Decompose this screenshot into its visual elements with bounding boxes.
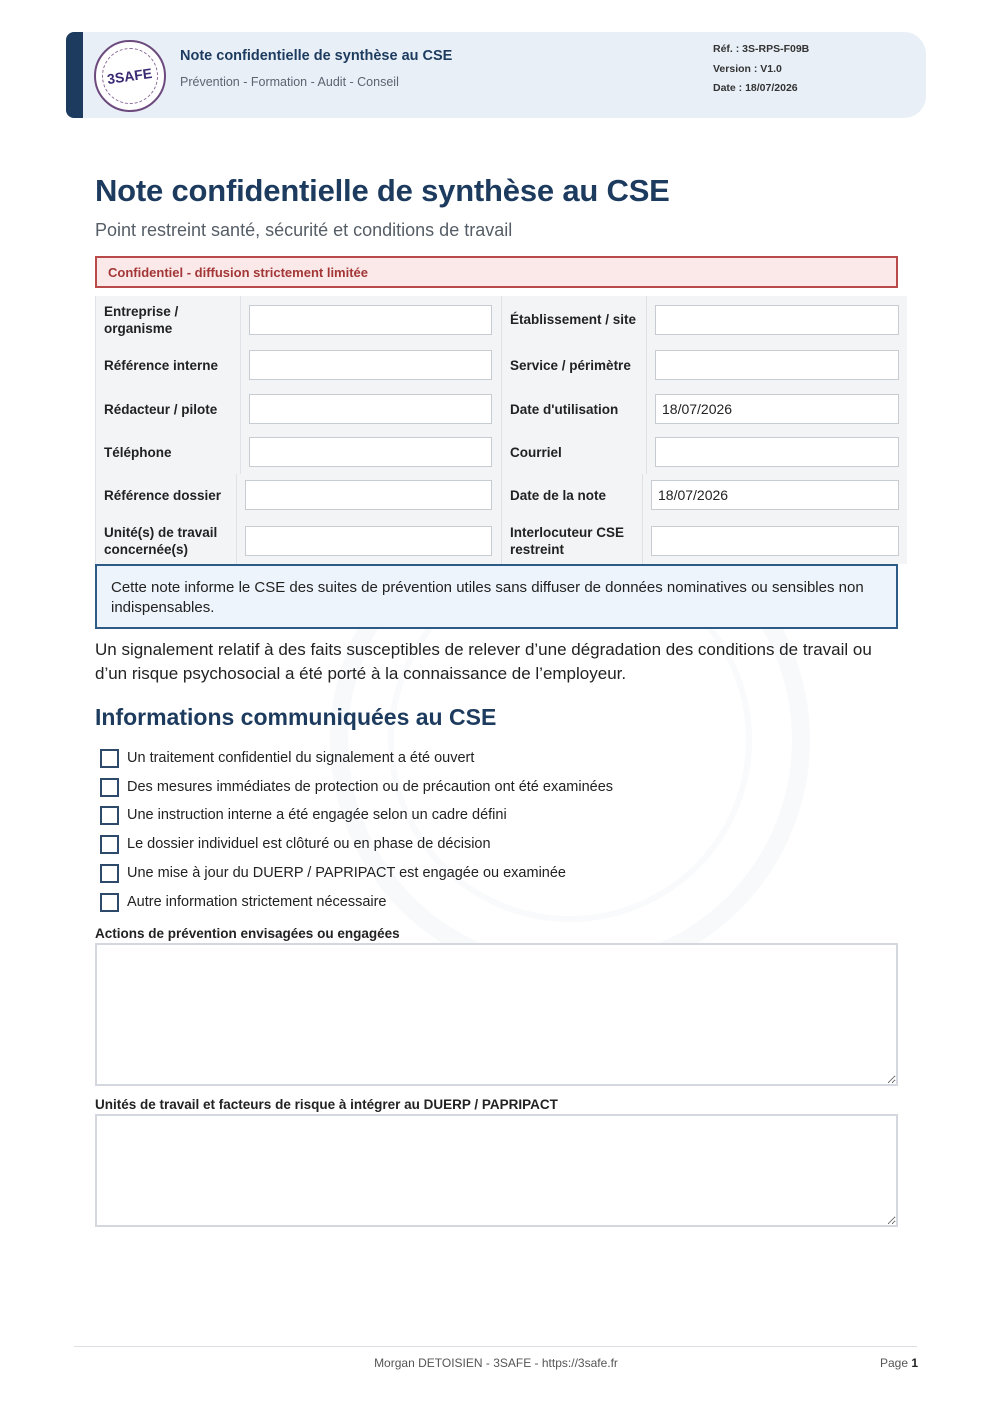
field-cell	[647, 387, 907, 431]
checkbox[interactable]	[100, 864, 119, 883]
header-title: Note confidentielle de synthèse au CSE	[180, 48, 453, 64]
service-scope-input[interactable]	[655, 350, 899, 380]
table-row	[95, 343, 907, 387]
field-cell	[237, 474, 501, 517]
work-units-input[interactable]	[245, 526, 492, 556]
checklist-label: Le dossier individuel est clôturé ou en phase de décision	[127, 836, 491, 852]
checklist-label: Une mise à jour du DUERP / PAPRIPACT est engagée ou examinée	[127, 865, 566, 881]
field-cell	[647, 431, 907, 474]
author-input[interactable]	[249, 394, 492, 424]
checklist-label: Un traitement confidentiel du signalement a été ouvert	[127, 750, 475, 766]
checkbox[interactable]	[100, 893, 119, 912]
checkbox[interactable]	[100, 749, 119, 768]
prevention-actions-textarea[interactable]	[95, 943, 898, 1086]
table-row	[95, 431, 907, 474]
field-label: Référence dossier	[95, 474, 237, 517]
table-row	[95, 387, 907, 431]
table-row	[95, 296, 907, 343]
field-label: Référence interne	[95, 343, 241, 387]
page-label: Page	[880, 1356, 909, 1370]
checklist-label: Une instruction interne a été engagée selon un cadre défini	[127, 807, 507, 823]
phone-input[interactable]	[249, 437, 492, 467]
internal-reference-input[interactable]	[249, 350, 492, 380]
field-label: Courriel	[501, 431, 647, 474]
field-cell	[643, 474, 907, 517]
site-input[interactable]	[655, 305, 899, 335]
company-input[interactable]	[249, 305, 492, 335]
field-label: Téléphone	[95, 431, 241, 474]
logo-ring	[102, 48, 158, 104]
field-label: Service / périmètre	[501, 343, 647, 387]
page-header	[66, 32, 926, 118]
field-label: Interlocuteur CSE restreint	[501, 517, 643, 564]
risk-factors-textarea[interactable]	[95, 1114, 898, 1227]
checklist-item[interactable]	[100, 891, 700, 913]
checklist-label: Des mesures immédiates de protection ou de précaution ont été examinées	[127, 779, 614, 795]
document-date: Date : 18/07/2026	[713, 82, 798, 94]
confidential-banner: Confidentiel - diffusion strictement limitée	[95, 256, 898, 288]
info-notice: Cette note informe le CSE des suites de prévention utiles sans diffuser de données nominatives ou sensibles non indispensables.	[95, 564, 898, 629]
risk-factors-label: Unités de travail et facteurs de risque à intégrer au DUERP / PAPRIPACT	[95, 1097, 558, 1112]
field-label: Unité(s) de travail concernée(s)	[95, 517, 237, 564]
field-label: Entreprise / organisme	[95, 296, 241, 343]
note-date-input[interactable]	[651, 480, 899, 510]
field-cell	[241, 431, 501, 474]
page-number: 1	[911, 1356, 919, 1370]
checklist-item[interactable]	[100, 804, 700, 826]
checklist-item[interactable]	[100, 776, 700, 798]
field-cell	[647, 343, 907, 387]
case-reference-input[interactable]	[245, 480, 492, 510]
intro-paragraph: Un signalement relatif à des faits susceptibles de relever d’une dégradation des conditions de travail ou d’un risque psychosocial a été porté à la connaissance de l’employeur.	[95, 640, 872, 683]
field-label: Établissement / site	[501, 296, 647, 343]
field-cell	[647, 296, 907, 343]
table-row	[95, 474, 907, 517]
field-label: Rédacteur / pilote	[95, 387, 241, 431]
field-cell	[241, 343, 501, 387]
cse-contact-input[interactable]	[651, 526, 899, 556]
document-version: Version : V1.0	[713, 62, 782, 75]
field-label: Date de la note	[501, 474, 643, 517]
field-cell	[237, 517, 501, 564]
document-reference: Réf. : 3S-RPS-F09B	[713, 43, 810, 55]
header-subtitle: Prévention - Formation - Audit - Conseil	[180, 75, 399, 89]
email-input[interactable]	[655, 437, 899, 467]
footer-page-number	[880, 1356, 918, 1370]
footer-divider	[74, 1346, 917, 1347]
checkbox[interactable]	[100, 835, 119, 854]
field-cell	[241, 387, 501, 431]
checklist-item[interactable]	[100, 747, 700, 769]
logo-text: 3SAFE	[106, 64, 154, 88]
field-label: Date d'utilisation	[501, 387, 647, 431]
page-title: Note confidentielle de synthèse au CSE	[95, 173, 670, 208]
header-meta	[713, 40, 809, 99]
checklist-item[interactable]	[100, 862, 700, 884]
checkbox[interactable]	[100, 778, 119, 797]
field-cell	[241, 296, 501, 343]
field-cell	[643, 517, 907, 564]
usage-date-input[interactable]	[655, 394, 899, 424]
page-subtitle: Point restreint santé, sécurité et conditions de travail	[95, 220, 513, 240]
checkbox[interactable]	[100, 806, 119, 825]
company-logo	[94, 40, 166, 112]
checklist-label: Autre information strictement nécessaire	[127, 894, 387, 910]
footer-author: Morgan DETOISIEN - 3SAFE - https://3safe.fr	[374, 1356, 618, 1370]
table-row	[95, 517, 907, 564]
checklist-item[interactable]	[100, 833, 700, 855]
header-accent-bar	[66, 32, 83, 118]
section-title: Informations communiquées au CSE	[95, 704, 497, 730]
prevention-actions-label: Actions de prévention envisagées ou engagées	[95, 926, 400, 941]
